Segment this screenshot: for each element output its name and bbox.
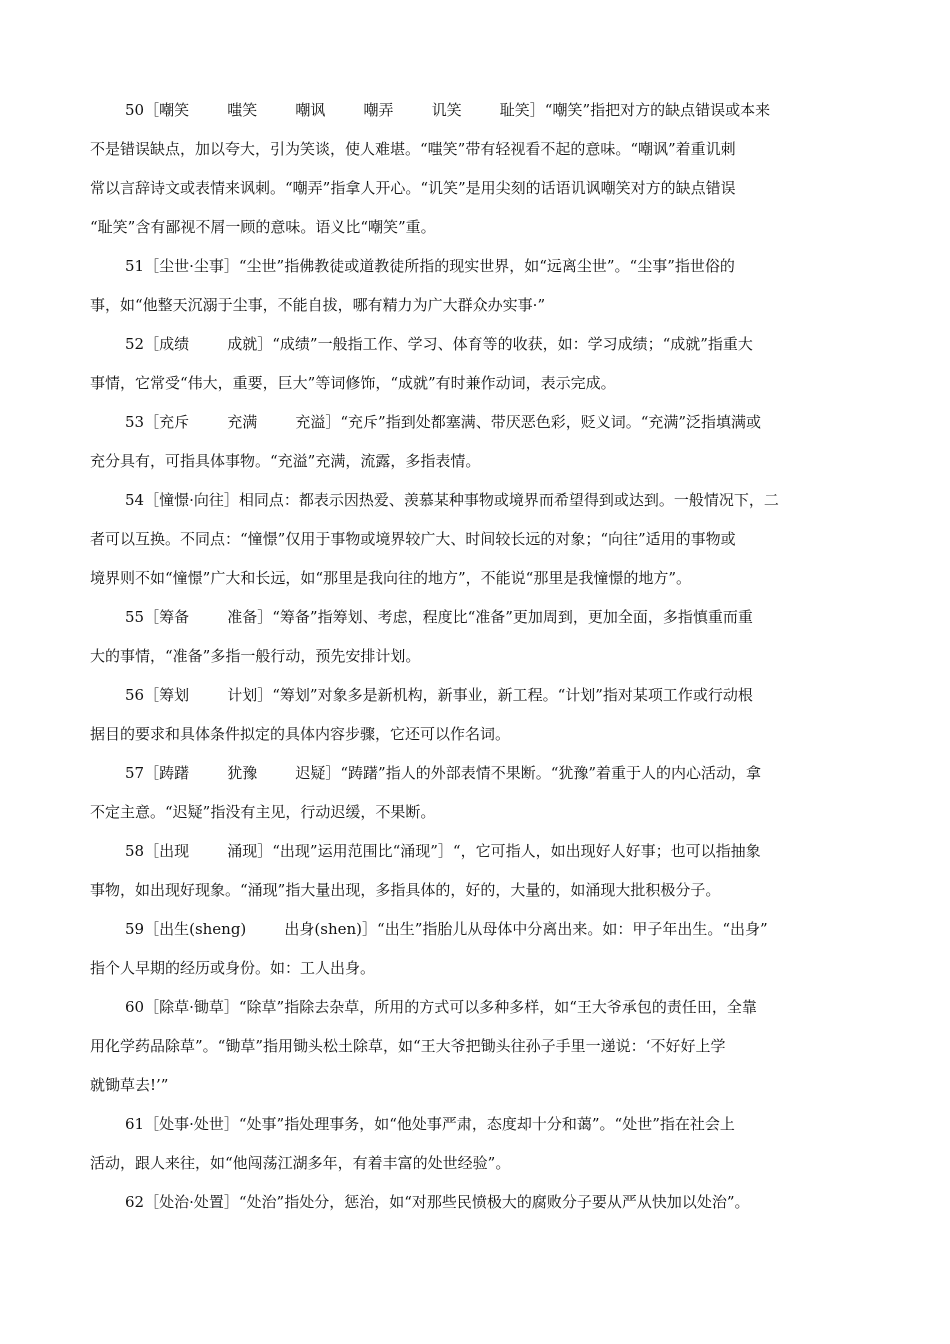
entry-line: 59［出生(sheng) 出身(shen)］“出生”指胎儿从母体中分离出来。如：甲子年出生。“出身” [125, 920, 768, 938]
entry-line: 60［除草·锄草］“除草”指除去杂草，所用的方式可以多种多样，如“王大爷承包的责任田，全靠 [125, 998, 757, 1016]
entry-55 [90, 603, 860, 681]
entry-60 [90, 993, 860, 1110]
entry-line: 58［出现 涌现］“出现”运用范围比“涌现”］“，它可指人，如出现好人好事；也可以指抽象 [125, 842, 761, 860]
entry-62 [90, 1188, 860, 1227]
entry-line: 62［处治·处置］“处治”指处分，惩治，如“对那些民愤极大的腐败分子要从严从快加以处治”。 [125, 1193, 750, 1211]
entry-line: 52［成绩 成就］“成绩”一般指工作、学习、体育等的收获，如：学习成绩；“成就”指重大 [125, 335, 753, 353]
entry-61 [90, 1110, 860, 1188]
entry-53 [90, 408, 860, 486]
document-page [90, 96, 860, 1227]
entry-line: 57［踌躇 犹豫 迟疑］“踌躇”指人的外部表情不果断。“犹豫”着重于人的内心活动，拿 [125, 764, 762, 782]
entry-line: 大的事情，“准备”多指一般行动，预先安排计划。 [90, 647, 421, 665]
entry-line: 常以言辞诗文或表情来讽刺。“嘲弄”指拿人开心。“讥笑”是用尖刻的话语讥讽嘲笑对方的缺点错误 [90, 179, 736, 197]
entry-52 [90, 330, 860, 408]
entry-line: 境界则不如“憧憬”广大和长远，如“那里是我向往的地方”，不能说“那里是我憧憬的地方”。 [90, 569, 692, 587]
entry-line: 据目的要求和具体条件拟定的具体内容步骤，它还可以作名词。 [90, 725, 511, 743]
entry-line: 不定主意。“迟疑”指没有主见，行动迟缓，不果断。 [90, 803, 436, 821]
entry-line: 56［筹划 计划］“筹划”对象多是新机构，新事业，新工程。“计划”指对某项工作或行动根 [125, 686, 753, 704]
entry-51 [90, 252, 860, 330]
entry-line: 事物，如出现好现象。“涌现”指大量出现，多指具体的，好的，大量的，如涌现大批积极分子。 [90, 881, 721, 899]
entry-line: 53［充斥 充满 充溢］“充斥”指到处都塞满、带厌恶色彩，贬义词。“充满”泛指填满或 [125, 413, 762, 431]
entry-line: 61［处事·处世］“处事”指处理事务，如“他处事严肃，态度却十分和蔼”。“处世”指在社会上 [125, 1115, 735, 1133]
entry-line: 54［憧憬·向往］相同点：都表示因热爱、羡慕某种事物或境界而希望得到或达到。一般情况下，二 [125, 491, 779, 509]
entry-58 [90, 837, 860, 915]
entry-line: 指个人早期的经历或身份。如：工人出身。 [90, 959, 376, 977]
entry-line: 55［筹备 准备］“筹备”指筹划、考虑，程度比“准备”更加周到，更加全面，多指慎重而重 [125, 608, 753, 626]
entry-line: 51［尘世·尘事］“尘世”指佛教徒或道教徒所指的现实世界，如“远离尘世”。“尘事”指世俗的 [125, 257, 735, 275]
entry-50 [90, 96, 860, 252]
entry-line: 活动，跟人来往，如“他闯荡江湖多年，有着丰富的处世经验”。 [90, 1154, 511, 1172]
entry-59 [90, 915, 860, 993]
entry-line: 充分具有，可指具体事物。“充溢”充满，流露，多指表情。 [90, 452, 481, 470]
entry-line: “耻笑”含有鄙视不屑一顾的意味。语义比“嘲笑”重。 [90, 218, 436, 236]
entry-57 [90, 759, 860, 837]
entry-line: 事，如“他整天沉溺于尘事，不能自拔，哪有精力为广大群众办实事·” [90, 296, 546, 314]
entry-line: 用化学药品除草”。“锄草”指用锄头松土除草，如“王大爷把锄头往孙子手里一递说：‘不好好上学 [90, 1037, 726, 1055]
entry-54 [90, 486, 860, 603]
entry-line: 50［嘲笑 嗤笑 嘲讽 嘲弄 讥笑 耻笑］“嘲笑”指把对方的缺点错误或本来 [125, 101, 771, 119]
entry-line: 者可以互换。不同点：“憧憬”仅用于事物或境界较广大、时间较长远的对象；“向往”适用的事物或 [90, 530, 736, 548]
entry-line: 就锄草去!’” [90, 1076, 169, 1094]
entry-line: 事情，它常受“伟大，重要，巨大”等词修饰，“成就”有时兼作动词，表示完成。 [90, 374, 616, 392]
entry-56 [90, 681, 860, 759]
entry-line: 不是错误缺点，加以夸大，引为笑谈，使人难堪。“嗤笑”带有轻视看不起的意味。“嘲讽”着重讥刺 [90, 140, 736, 158]
